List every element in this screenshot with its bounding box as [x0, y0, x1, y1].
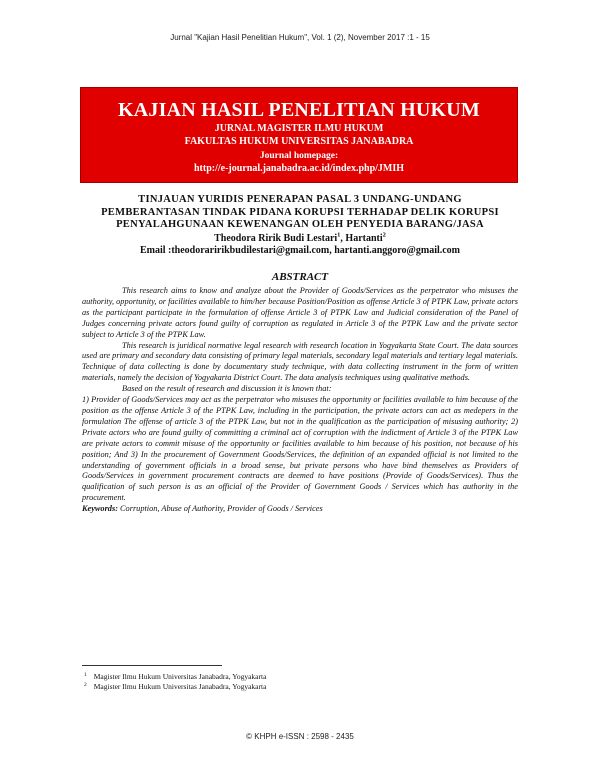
footnote-mark: 2 — [84, 681, 87, 688]
footnote — [84, 682, 514, 692]
keywords-text: Corruption, Abuse of Authority, Provider of Goods / Services — [117, 504, 323, 514]
keywords — [82, 504, 518, 515]
author-emails[interactable]: Email :theodoraririkbudilestari@gmail.com, hartanti.anggoro@gmail.com — [139, 245, 461, 256]
abstract-paragraph: This research is juridical normative legal research with research location in Yogyakarta State Court. The data sources used are primary and secondary data consisting of primary legal materials, secondary legal materials and tertiary legal materials. Technique of data collecting is done by documentary study technique, with data collecting instrument in the form of written materials, namely the decision of Yogyakarta District Court. The data analysis techniques using qualitative methods. — [82, 340, 518, 383]
homepage-link[interactable]: http://e-journal.janabadra.ac.id/index.php/JMIH — [193, 163, 405, 174]
footnotes — [84, 672, 514, 692]
author-line — [70, 233, 530, 245]
footnote-divider — [82, 665, 222, 666]
author-separator: , — [340, 233, 346, 244]
footnote-mark: 1 — [84, 671, 87, 678]
journal-banner — [80, 87, 518, 183]
faculty-name: FAKULTAS HUKUM UNIVERSITAS JANABADRA — [184, 136, 414, 147]
footnote-text: Magister Ilmu Hukum Universitas Janabadra, Yogyakarta — [93, 682, 267, 691]
journal-name: KAJIAN HASIL PENELITIAN HUKUM — [118, 99, 480, 121]
abstract-paragraph: 1) Provider of Goods/Services may act as the perpetrator who misuses the opportunity or facilities available to him because of the position as the offense Article 3 of the PTPK Law, including in the participation, the private actors can act as medepers in the formulation The offense of article 3 of the PTPK Law, but not in the qualification as the participation of misusing authority; 2) Private actors who are found guilty of committing a criminal act of corruption with the indictment of Article 3 of the PTPK Law are private actors to commit misuse of the opportunity or facilities available to him because of his position, not because of his position; And 3) In the procurement of Government Goods/Services, the definition of an expanded official is not limited to the understanding of government officials in a broad sense, but private persons who have bind themselves as Providers of Goods/Services in government procurement contracts are deemed to have positions (Provide of Goods/Services). Thus the qualification of such person is as an official of the Provider of Government Goods / Services which has authority in the procurement. — [82, 395, 518, 503]
running-head: Jurnal "Kajian Hasil Penelitian Hukum", Vol. 1 (2), November 2017 :1 - 15 — [170, 33, 430, 42]
keywords-label: Keywords: — [82, 504, 118, 514]
abstract-paragraph: This research aims to know and analyze about the Provider of Goods/Services as the perpetrator who misuses the authority, opportunity, or facilities available to him/her because Position/Position as offense Article 3 of PTPK Law, private actors as the participant participate in the formulation of offense Article 3 of PTPK Law and Judicial consideration of the Panel of Judges concerning private actors found guilty of corruption as regulated in Article 3 of the PTPK Law and the private sector subject to Article 3 of the PTPK Law. — [82, 286, 518, 339]
abstract-body — [82, 286, 518, 515]
footnote — [84, 672, 514, 682]
abstract-paragraph: Based on the result of research and discussion it is known that: — [122, 384, 332, 394]
abstract-heading: ABSTRACT — [271, 271, 329, 283]
author-name: Theodora Ririk Budi Lestari — [214, 233, 338, 244]
title-line: PENYALAHGUNAAN KEWENANGAN OLEH PENYEDIA BARANG/JASA — [116, 219, 484, 230]
title-line: PEMBERANTASAN TINDAK PIDANA KORUPSI TERHADAP DELIK KORUPSI — [101, 206, 499, 218]
page-footer: © KHPH e-ISSN : 2598 - 2435 — [246, 732, 354, 741]
author-affiliation-mark: 1 — [337, 231, 341, 239]
article-title — [70, 194, 530, 232]
title-line: TINJAUAN YURIDIS PENERAPAN PASAL 3 UNDANG-UNDANG — [138, 194, 462, 205]
journal-subtitle: JURNAL MAGISTER ILMU HUKUM — [214, 123, 384, 134]
homepage-label: Journal homepage: — [259, 151, 339, 161]
author-affiliation-mark: 2 — [382, 231, 386, 239]
footnote-text: Magister Ilmu Hukum Universitas Janabadra, Yogyakarta — [93, 672, 267, 681]
author-name: Hartanti — [345, 233, 383, 244]
